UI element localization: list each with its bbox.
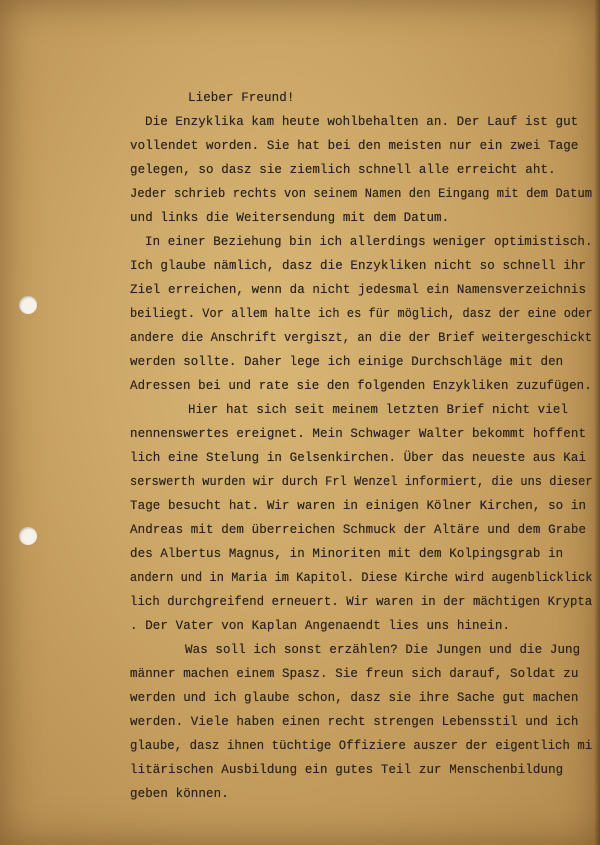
text-line: werden. Viele haben einen recht strengen Lebensstil und ich [130,715,579,729]
text-line: des Albertus Magnus, in Minoriten mit dem Kolpingsgrab in [130,547,564,561]
text-line: Was soll ich sonst erzählen? Die Jungen und die Jung [185,643,581,657]
text-line: serswerth wurden wir durch Frl Wenzel informiert, die uns dieser [130,475,593,489]
text-line: geben können. [130,787,229,801]
text-line: andern und in Maria im Kapitol. Diese Kirche wird augenblicklick [130,571,593,585]
text-line: beiliegt. Vor allem halte ich es für möglich, dasz der eine oder [130,307,593,321]
text-line: andere die Anschrift vergiszt, an die der Brief weitergeschickt [130,331,593,345]
text-line: werden sollte. Daher lege ich einige Durchschläge mit den [130,355,564,369]
text-line: und links die Weitersendung mit dem Datum. [130,211,450,225]
text-line: werden und ich glaube schon, dasz sie ihre Sache gut machen [130,691,579,705]
text-line: Tage besucht hat. Wir waren in einigen Kölner Kirchen, so in [130,499,587,513]
text-line: Die Enzyklika kam heute wohlbehalten an. Der Lauf ist gut [145,115,579,129]
text-line: Andreas mit dem überreichen Schmuck der Altäre und dem Grabe [130,523,587,537]
text-line: nennenswertes ereignet. Mein Schwager Walter bekommt hoffent [130,427,587,441]
text-line: Adressen bei und rate sie den folgenden Enzykliken zuzufügen. [130,379,592,393]
text-line: männer machen einem Spasz. Sie freun sich darauf, Soldat zu [130,667,579,681]
letter-greeting: Lieber Freund! [188,91,295,105]
punch-hole-bottom [19,527,37,545]
text-line: vollendet worden. Sie hat bei den meisten nur ein zwei Tage [130,139,579,153]
text-line: Jeder schrieb rechts von seinem Namen den Eingang mit dem Datum [130,187,593,201]
text-line: litärischen Ausbildung ein gutes Teil zur Menschenbildung [130,763,564,777]
text-line: lich eine Stelung in Gelsenkirchen. Über das neueste aus Kai [130,451,587,465]
page-edge-shadow [594,0,600,845]
text-line: glaube, dasz ihnen tüchtige Offiziere auszer der eigentlich mi [130,739,593,753]
text-line: In einer Beziehung bin ich allerdings weniger optimistisch. [145,235,593,249]
text-line: . Der Vater von Kaplan Angenaendt lies uns hinein. [130,619,511,633]
punch-hole-top [19,296,37,314]
text-line: Ziel erreichen, wenn da nicht jedesmal ein Namensverzeichnis [130,283,587,297]
text-line: lich durchgreifend erneuert. Wir waren in der mächtigen Krypta [130,595,593,609]
text-line: gelegen, so dasz sie ziemlich schnell alle erreicht aht. [130,163,556,177]
text-line: Ich glaube nämlich, dasz die Enzykliken nicht so schnell ihr [130,259,587,273]
text-line: Hier hat sich seit meinem letzten Brief nicht viel [188,403,569,417]
